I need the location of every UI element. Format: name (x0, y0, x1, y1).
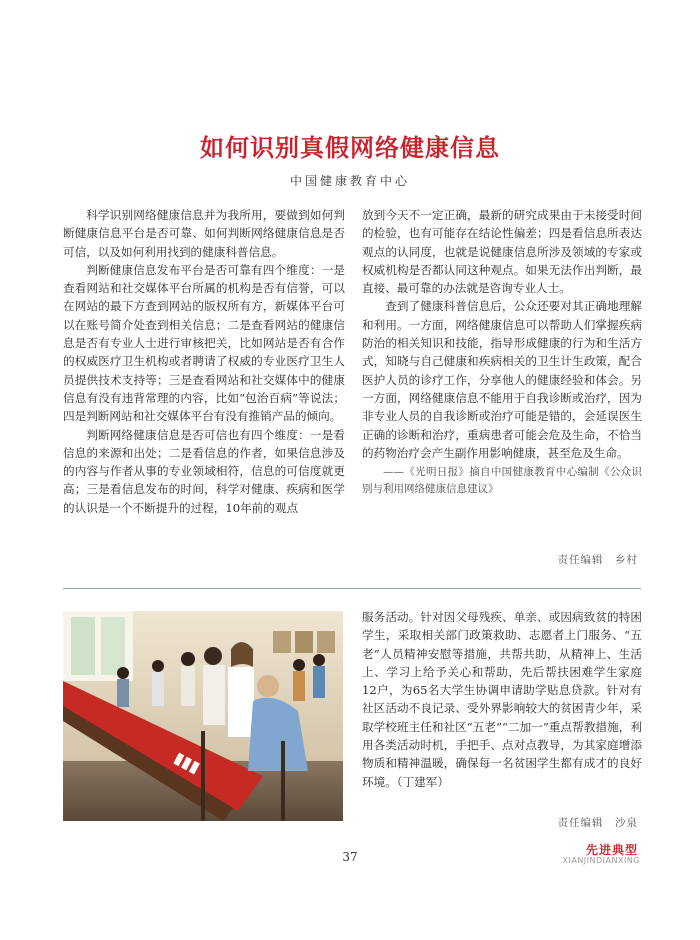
article-column-right (362, 206, 642, 498)
paragraph: 判断健康信息发布平台是否可靠有四个维度：一是查看网站和社交媒体平台所属的机构是否有信誉，可以在网站的最下方查到网站的版权所有方，新媒体平台可以在账号简介处查到相关信息；二是查看网站的健康信息是否有专业人士进行审核把关，比如网站是否有合作的权威医疗卫生机构或者聘请了权威的专业医疗卫生人员提供技术支持等；三是查看网站和社交媒体中的健康信息有没有违背常理的内容，比如“包治百病”等说法；四是判断网站和社交媒体平台有没有推销产品的倾向。 (63, 262, 345, 424)
column-name-pinyin: XIANJINDIANXING (562, 856, 640, 865)
paragraph: 查到了健康科普信息后，公众还要对其正确地理解和利用。一方面，网络健康信息可以帮助人们掌握疾病防治的相关知识和技能，指导形成健康的行为和生活方式，知晓与自己健康和疾病相关的卫生计生政策，配合医护人员的诊疗工作，分享他人的健康经验和体会。另一方面，网络健康信息不能用于自我诊断或治疗，因为非专业人员的自我诊断或治疗可能是错的，会延误医生正确的诊断和治疗，重病患者可能会危及生命，不恰当的药物治疗会产生副作用影响健康，甚至危及生命。 (362, 299, 642, 460)
event-photo (63, 611, 343, 821)
section-divider (63, 588, 641, 589)
responsible-editor: 责任编辑 乡村 (557, 554, 638, 566)
column-name: 先进典型 (585, 843, 638, 857)
page-number: 37 (342, 850, 358, 864)
article-column-left (63, 206, 345, 517)
paragraph-continuation: 服务活动。针对因父母残疾、单亲、或因病致贫的特困学生，采取相关部门政策救助、志愿者上门服务、“五老”人员精神安慰等措施，共帮共助，从精神上、生活上、学习上给予关心和帮助，先后帮扶困难学生家庭12户，为65名大学生协调申请助学贴息贷款。针对有社区活动不良记录、受外界影响较大的贫困青少年，采取学校班主任和社区“五老”“二加一”重点帮教措施，利用各类活动时机，手把手、点对点教导，为其家庭增添物质和精神温暖，确保每一名贫困学生都有成才的良好环境。（丁建军） (362, 610, 642, 789)
photo-illustration (63, 611, 343, 821)
article-column-bottom (362, 608, 642, 791)
paragraph-continuation: 放到今天不一定正确，最新的研究成果由于未接受时间的检验，也有可能存在结论性偏差；四是看信息所表达观点的认同度，也就是说健康信息所涉及领域的专家或权威机构是否都认同这种观点。如果无法作出判断，最直接、最可靠的办法就是咨询专业人士。 (362, 208, 642, 296)
source-note: ——《光明日报》摘自中国健康教育中心编制《公众识别与利用网络健康信息建议》 (362, 466, 642, 496)
responsible-editor: 责任编辑 沙泉 (557, 817, 638, 829)
svg-text:▮▮▮: ▮▮▮ (171, 747, 204, 777)
article-author: 中国健康教育中心 (289, 174, 410, 188)
paragraph: 判断网络健康信息是否可信也有四个维度：一是看信息的来源和出处；二是看信息的作者，如果信息涉及的内容与作者从事的专业领域相符，信息的可信度就更高；三是看信息发布的时间，科学对健康、疾病和医学的认识是一个不断提升的过程，10年前的观点 (63, 427, 345, 515)
article-title: 如何识别真假网络健康信息 (200, 134, 500, 162)
paragraph: 科学识别网络健康信息并为我所用，要做到如何判断健康信息平台是否可靠、如何判断网络健康信息是否可信，以及如何利用找到的健康科普信息。 (63, 208, 345, 259)
